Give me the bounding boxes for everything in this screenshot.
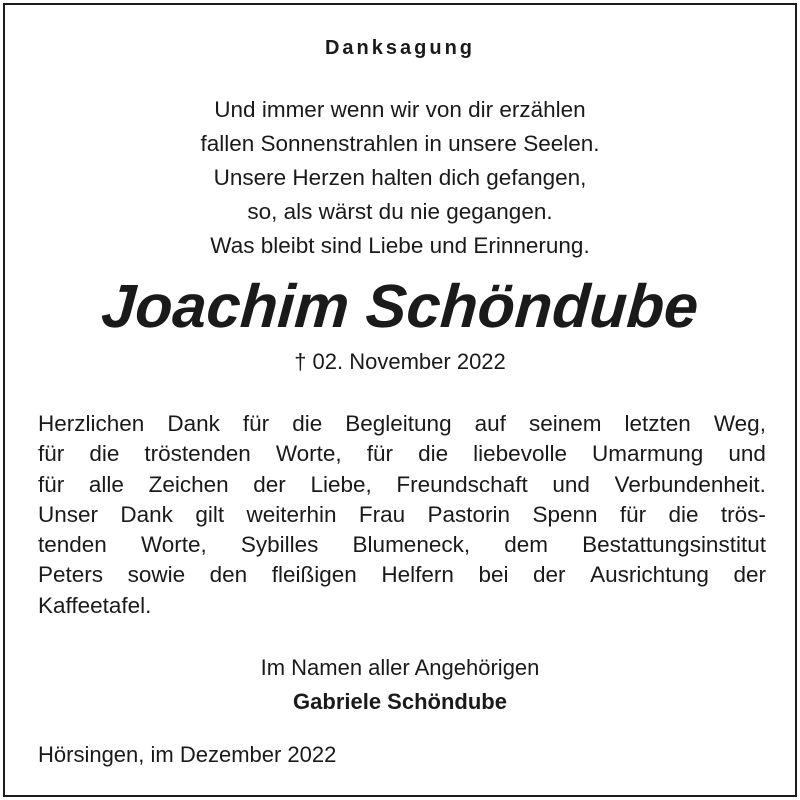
thanks-word: Blumeneck, — [352, 532, 471, 558]
thanks-word: Pastorin — [427, 501, 511, 527]
poem-line: Und immer wenn wir von dir erzählen — [214, 97, 586, 122]
thanks-word: Dank — [120, 501, 173, 527]
thanks-word: letzten — [624, 411, 691, 436]
thanks-word: der — [253, 471, 286, 497]
thanks-word: Ausrichtung — [590, 562, 709, 588]
thanks-word: für — [242, 411, 270, 436]
thanks-word: weiterhin — [246, 501, 337, 527]
thanks-word: und — [728, 441, 766, 467]
thanks-word: für — [619, 501, 647, 527]
thanks-word: fleißigen — [271, 562, 357, 588]
thanks-word: Helfern — [381, 562, 454, 588]
thanks-word: Unser — [38, 501, 99, 527]
thanks-line — [38, 560, 766, 590]
thanks-word: der — [733, 562, 766, 588]
death-date: † 02. November 2022 — [294, 349, 506, 374]
thanks-word: dem — [504, 532, 548, 558]
thanks-word: die — [668, 501, 699, 527]
thanks-word: liebevolle — [473, 441, 567, 467]
thanks-line — [38, 409, 766, 439]
thanks-word: für — [366, 441, 393, 467]
poem-line: fallen Sonnenstrahlen in unsere Seelen. — [200, 131, 600, 156]
place-date: Hörsingen, im Dezember 2022 — [38, 742, 337, 767]
thanks-line — [38, 439, 766, 469]
thanks-line — [38, 470, 766, 500]
thanks-word: bei — [478, 562, 509, 588]
thanks-word: Verbundenheit. — [614, 471, 766, 497]
thanks-word: Sybilles — [240, 532, 319, 558]
thanks-line — [38, 500, 766, 530]
thanks-word: für — [38, 471, 65, 497]
thanks-word: Spenn — [532, 501, 598, 527]
poem — [5, 93, 795, 263]
thanks-word: Begleitung — [345, 411, 452, 436]
thanks-word: für — [38, 441, 65, 467]
thanks-word: Bestattungsinstitut — [582, 532, 766, 558]
thanks-word: Weg, — [713, 411, 766, 436]
thanks-word: seinem — [528, 411, 602, 436]
thanks-word: Herzlichen — [38, 411, 145, 436]
thanks-word: Freundschaft — [396, 471, 528, 497]
thanks-line: Kaffeetafel. — [38, 592, 152, 618]
thanks-word: Peters — [38, 562, 104, 588]
thanks-word: den — [209, 562, 248, 588]
heading: Danksagung — [324, 37, 476, 59]
obituary-frame — [3, 3, 797, 797]
thanks-word: die — [418, 441, 449, 467]
thanks-word: der — [533, 562, 566, 588]
thanks-word: Worte, — [140, 532, 207, 558]
thanks-word: die — [292, 411, 323, 436]
signer-name: Gabriele Schöndube — [293, 689, 507, 714]
thanks-text — [38, 409, 766, 621]
thanks-word: Zeichen — [148, 471, 229, 497]
on-behalf-text: Im Namen aller Angehörigen — [260, 655, 540, 680]
poem-line: Was bleibt sind Liebe und Erinnerung. — [210, 233, 590, 258]
thanks-word: Dank — [167, 411, 220, 436]
thanks-word: Umarmung — [592, 441, 704, 467]
thanks-word: gilt — [195, 501, 225, 527]
deceased-name: Joachim Schöndube — [99, 272, 701, 340]
thanks-word: tröstenden — [144, 441, 251, 467]
thanks-word: und — [552, 471, 590, 497]
poem-line: Unsere Herzen halten dich gefangen, — [213, 165, 587, 190]
thanks-word: Liebe, — [310, 471, 372, 497]
thanks-word: auf — [474, 411, 506, 436]
thanks-word: die — [89, 441, 120, 467]
thanks-line — [38, 530, 766, 560]
thanks-word: Frau — [358, 501, 406, 527]
thanks-word: sowie — [127, 562, 186, 588]
thanks-word: trös- — [720, 501, 766, 527]
thanks-word: Worte, — [275, 441, 342, 467]
poem-line: so, als wärst du nie gegangen. — [247, 199, 553, 224]
thanks-word: alle — [88, 471, 124, 497]
thanks-word: tenden — [38, 532, 107, 558]
